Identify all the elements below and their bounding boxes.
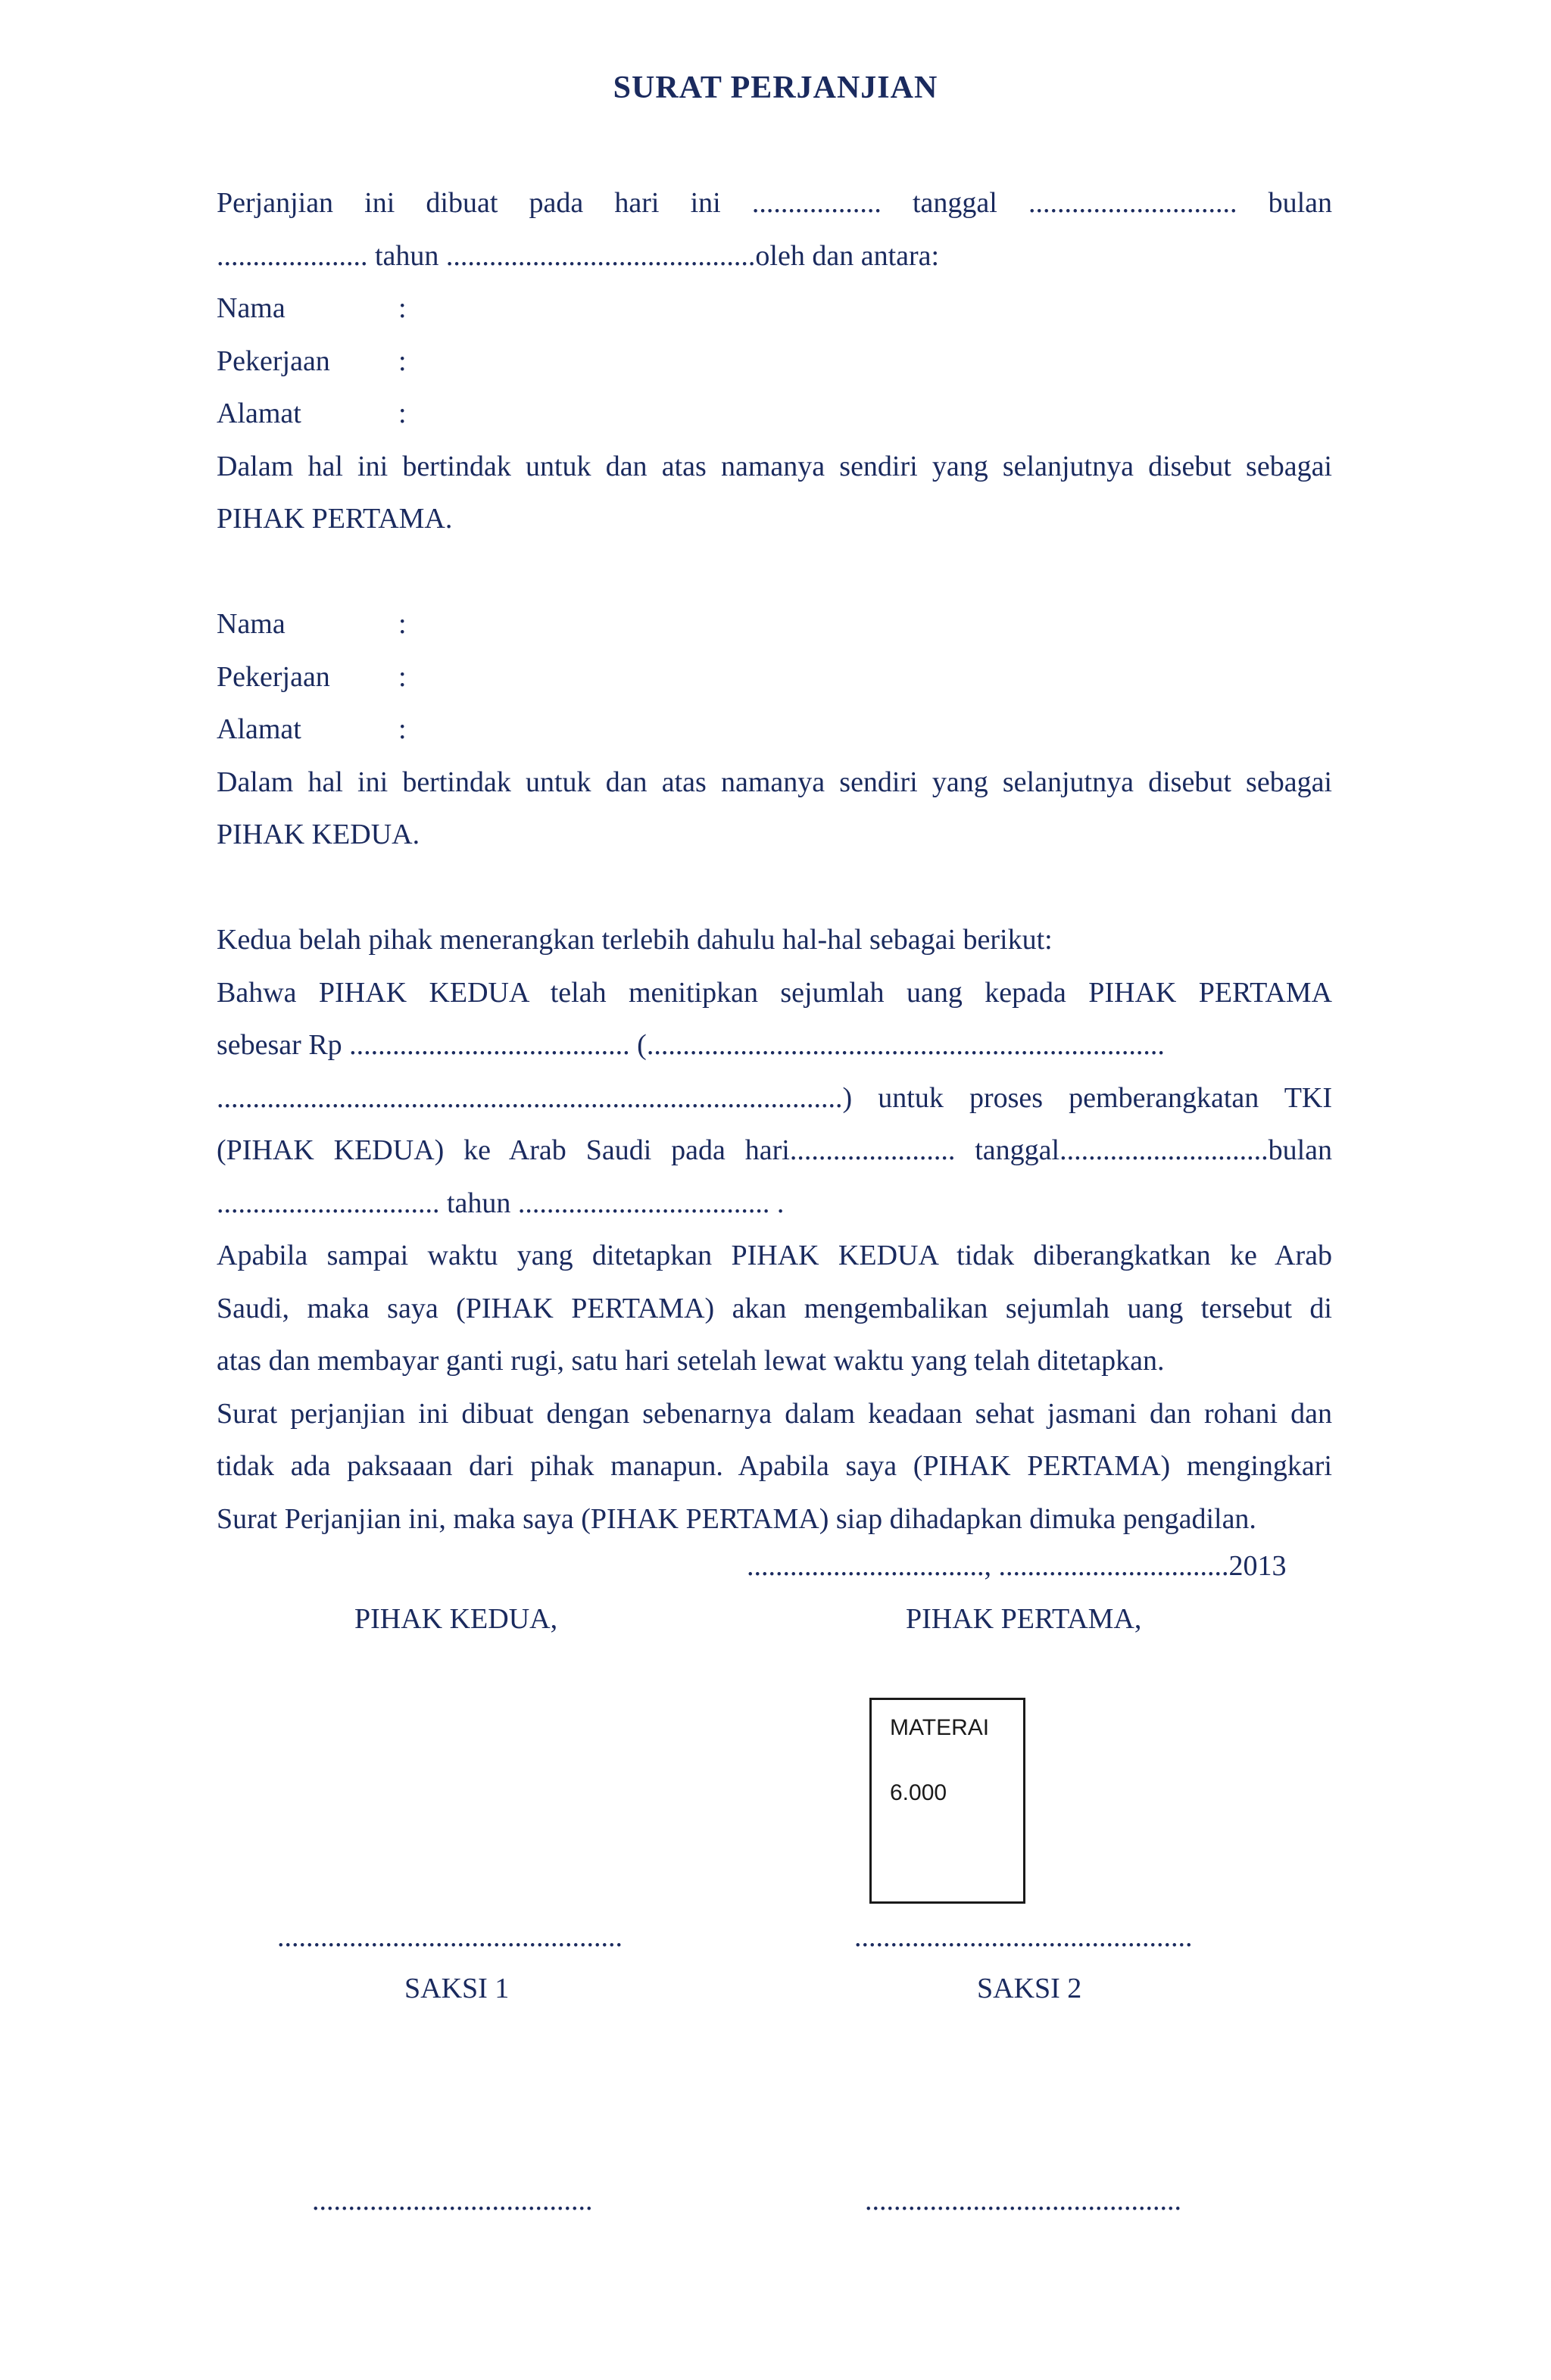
spacer xyxy=(217,862,1332,915)
terms-p1-line-4: (PIHAK KEDUA) ke Arab Saudi pada hari....................... tanggal.............................bulan xyxy=(217,1134,1332,1166)
party2-pekerjaan-label: Pekerjaan xyxy=(217,660,330,693)
party1-pekerjaan-row xyxy=(217,335,1332,388)
spacer xyxy=(217,546,1332,599)
left-signatory-title: PIHAK KEDUA, xyxy=(354,1603,558,1635)
terms-p2-line-1: Apabila sampai waktu yang ditetapkan PIHAK KEDUA tidak diberangkatkan ke Arab xyxy=(217,1240,1332,1271)
party2-pekerjaan-colon: : xyxy=(398,660,407,693)
terms-p3-line-3: Surat Perjanjian ini, maka saya (PIHAK PERTAMA) siap dihadapkan dimuka pengadilan. xyxy=(217,1502,1256,1535)
terms-p3-line-2: tidak ada paksaaan dari pihak manapun. Apabila saya (PIHAK PERTAMA) mengingkari xyxy=(217,1450,1332,1482)
party1-alamat-label: Alamat xyxy=(217,398,301,429)
terms-p2-line-2: Saudi, maka saya (PIHAK PERTAMA) akan mengembalikan sejumlah uang tersebut di xyxy=(217,1292,1332,1324)
document-body xyxy=(217,177,1332,1546)
document-title: SURAT PERJANJIAN xyxy=(613,70,938,105)
intro-line-2: ..................... tahun ...........................................oleh dan antara: xyxy=(217,239,940,272)
stamp-value: 6.000 xyxy=(890,1780,947,1805)
witness-1-label: SAKSI 1 xyxy=(404,1973,510,2004)
witness-2-signature-line: ............................................ xyxy=(865,2185,1181,2216)
party1-alamat-row xyxy=(217,388,1332,441)
party1-pekerjaan-colon: : xyxy=(398,345,407,377)
terms-p1-line-1: Bahwa PIHAK KEDUA telah menitipkan sejumlah uang kepada PIHAK PERTAMA xyxy=(217,976,1332,1009)
place-date-line: ................................., ................................2013 xyxy=(747,1550,1287,1582)
party2-alamat-label: Alamat xyxy=(217,713,301,745)
terms-p3-line-1: Surat perjanjian ini dibuat dengan sebenarnya dalam keadaan sehat jasmani dan rohani dan xyxy=(217,1397,1332,1430)
party1-desc-line-2: PIHAK PERTAMA. xyxy=(217,503,453,535)
stamp-label: MATERAI xyxy=(890,1715,990,1740)
terms-p2-line-3: atas dan membayar ganti rugi, satu hari setelah lewat waktu yang telah ditetapkan. xyxy=(217,1345,1165,1377)
party1-pekerjaan-label: Pekerjaan xyxy=(217,345,330,377)
party2-pekerjaan-row xyxy=(217,651,1332,704)
party1-desc-line-1: Dalam hal ini bertindak untuk dan atas namanya sendiri yang selanjutnya disebut sebagai xyxy=(217,450,1332,482)
terms-p1-line-2: sebesar Rp ....................................... (........................................................................ xyxy=(217,1029,1165,1061)
party2-alamat-colon: : xyxy=(398,713,407,745)
party1-nama-row xyxy=(217,282,1332,335)
materai-stamp-box xyxy=(869,1698,1025,1904)
party2-desc-line-1: Dalam hal ini bertindak untuk dan atas namanya sendiri yang selanjutnya disebut sebagai xyxy=(217,766,1332,798)
witness-2-label: SAKSI 2 xyxy=(977,1973,1082,2004)
intro-line-1: Perjanjian ini dibuat pada hari ini .................. tanggal ............................. bulan xyxy=(217,187,1332,219)
witness-1-signature-line: ....................................... xyxy=(312,2185,593,2216)
left-signature-line: ................................................ xyxy=(277,1921,623,1953)
party2-nama-label: Nama xyxy=(217,608,286,640)
party1-nama-label: Nama xyxy=(217,292,286,324)
right-signature-line: ............................................... xyxy=(854,1921,1193,1953)
party2-nama-colon: : xyxy=(398,608,407,640)
party1-nama-colon: : xyxy=(398,292,407,324)
right-signatory-title: PIHAK PERTAMA, xyxy=(906,1603,1142,1635)
party1-alamat-colon: : xyxy=(398,398,407,429)
terms-heading: Kedua belah pihak menerangkan terlebih dahulu hal-hal sebagai berikut: xyxy=(217,924,1053,956)
terms-p1-line-3: .......................................................................................) untuk proses pemberangkatan TKI xyxy=(217,1081,1332,1114)
party2-alamat-row xyxy=(217,703,1332,756)
party2-nama-row xyxy=(217,598,1332,651)
party2-desc-line-2: PIHAK KEDUA. xyxy=(217,819,420,850)
terms-p1-line-5: ............................... tahun ................................... . xyxy=(217,1187,785,1219)
